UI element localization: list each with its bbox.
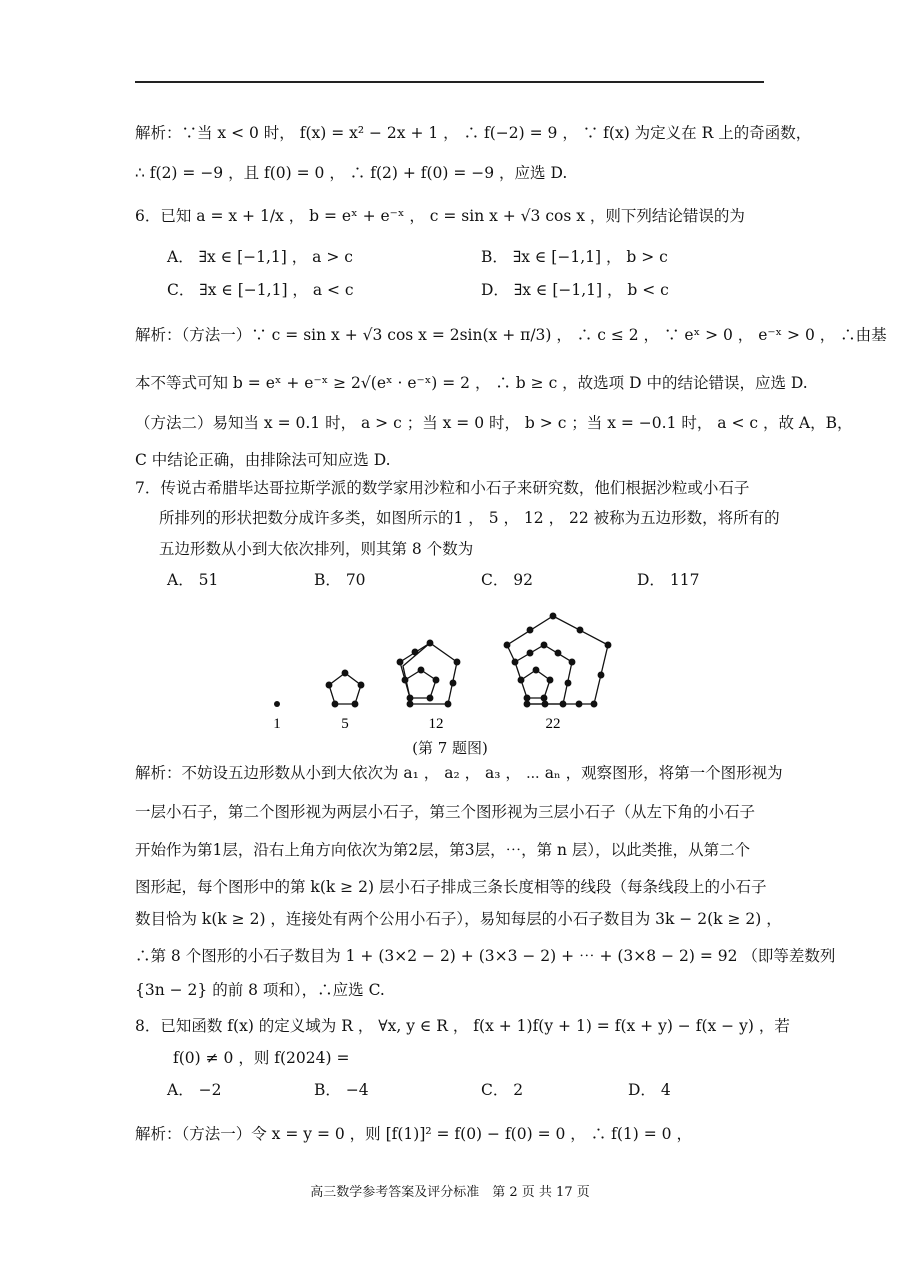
pentagon-12 (397, 640, 468, 707)
question-7-option-c: C． 92 (481, 571, 534, 589)
solution-q7-line-1: 解析：不妨设五边形数从小到大依次为 a₁ ， a₂ ， a₃ ， ⋯ aₙ ，观察图形，将第一个图形视为 (135, 764, 783, 782)
question-7-stem-1: 7．传说古希腊毕达哥拉斯学派的数学家用沙粒和小石子来研究数，他们根据沙粒或小石子 (135, 479, 750, 497)
question-7-option-b: B． 70 (314, 571, 366, 589)
question-6-option-c: C． ∃x ∈ [−1,1] ， a < c (167, 281, 354, 299)
solution-q7-line-2: 一层小石子，第二个图形视为两层小石子，第三个图形视为三层小石子（从左下角的小石子 (135, 803, 756, 821)
pebble-dot (274, 701, 280, 707)
solution-q5-line-1: 解析：∵当 x < 0 时， f(x) = x² − 2x + 1 ， ∴ f(−2) = 9 ， ∵ f(x) 为定义在 R 上的奇函数， (135, 124, 812, 142)
question-8-stem-1: 8．已知函数 f(x) 的定义域为 R ， ∀x, y ∈ R ， f(x + 1)f(y + 1) = f(x + y) − f(x − y) ，若 (135, 1017, 790, 1035)
question-7-stem-3: 五边形数从小到大依次排列，则其第 8 个数为 (159, 540, 474, 558)
question-6-option-b: B． ∃x ∈ [−1,1] ， b > c (481, 248, 668, 266)
header-rule (135, 81, 764, 83)
solution-q7-line-5: 数目恰为 k(k ≥ 2) ，连接处有两个公用小石子），易知每层的小石子数目为 3k − 2(k ≥ 2) ， (135, 910, 782, 928)
solution-q6-line-2: 本不等式可知 b = eˣ + e⁻ˣ ≥ 2√(eˣ · e⁻ˣ) = 2 ， ∴ b ≥ c ，故选项 D 中的结论错误，应选 D. (135, 374, 808, 392)
solution-q7-line-6: ∴第 8 个图形的小石子数目为 1 + (3×2 − 2) + (3×3 − 2) + ⋯ + (3×8 − 2) = 92 （即等差数列 (135, 947, 836, 965)
question-8-stem-2: f(0) ≠ 0 ，则 f(2024) = (173, 1049, 350, 1067)
solution-q6-line-3: （方法二）易知当 x = 0.1 时， a > c ；当 x = 0 时， b > c ；当 x = −0.1 时， a < c ，故 A，B， (135, 414, 853, 432)
figure-caption: (第 7 题图) (412, 739, 488, 757)
question-6-option-a: A． ∃x ∈ [−1,1] ， a > c (167, 248, 353, 266)
figure-label-1: 1 (273, 716, 281, 732)
solution-q5-line-2: ∴ f(2) = −9 ，且 f(0) = 0 ， ∴ f(2) + f(0) = −9 ，应选 D. (135, 164, 568, 182)
question-8-option-d: D． 4 (628, 1081, 671, 1099)
page-footer: 高三数学参考答案及评分标准 第 2 页 共 17 页 (310, 1185, 590, 1200)
question-7-stem-2: 所排列的形状把数分成许多类，如图所示的1 ， 5 ， 12 ， 22 被称为五边形数，将所有的 (159, 509, 780, 527)
question-8-option-a: A． −2 (167, 1081, 222, 1099)
solution-q8-line-1: 解析：（方法一）令 x = y = 0 ，则 [f(1)]² = f(0) − f(0) = 0 ， ∴ f(1) = 0 ， (135, 1125, 692, 1143)
figure-label-5: 5 (341, 716, 349, 732)
solution-q6-line-4: C 中结论正确，由排除法可知应选 D. (135, 451, 391, 469)
question-7-option-a: A． 51 (167, 571, 219, 589)
pentagonal-numbers-figure (250, 600, 630, 760)
figure-label-12: 12 (428, 716, 444, 732)
pentagon-5 (326, 670, 364, 707)
question-6-option-d: D． ∃x ∈ [−1,1] ， b < c (481, 281, 669, 299)
figure-label-22: 22 (545, 716, 561, 732)
solution-q6-line-1: 解析：（方法一）∵ c = sin x + √3 cos x = 2sin(x + π/3) ， ∴ c ≤ 2 ， ∵ eˣ > 0 ， e⁻ˣ > 0 ， ∴由基 (135, 326, 887, 344)
question-8-option-b: B． −4 (314, 1081, 369, 1099)
solution-q7-line-4: 图形起，每个图形中的第 k(k ≥ 2) 层小石子排成三条长度相等的线段（每条线段上的小石子 (135, 878, 767, 896)
question-7-option-d: D． 117 (637, 571, 700, 589)
pentagon-22 (504, 613, 611, 707)
question-6-stem: 6．已知 a = x + 1/x ， b = eˣ + e⁻ˣ ， c = sin x + √3 cos x ，则下列结论错误的为 (135, 207, 745, 225)
solution-q7-line-3: 开始作为第1层，沿右上角方向依次为第2层，第3层，⋯，第 n 层），以此类推，从第二个 (135, 841, 751, 859)
question-8-option-c: C． 2 (481, 1081, 524, 1099)
solution-q7-line-7: {3n − 2} 的前 8 项和），∴应选 C. (135, 981, 385, 999)
